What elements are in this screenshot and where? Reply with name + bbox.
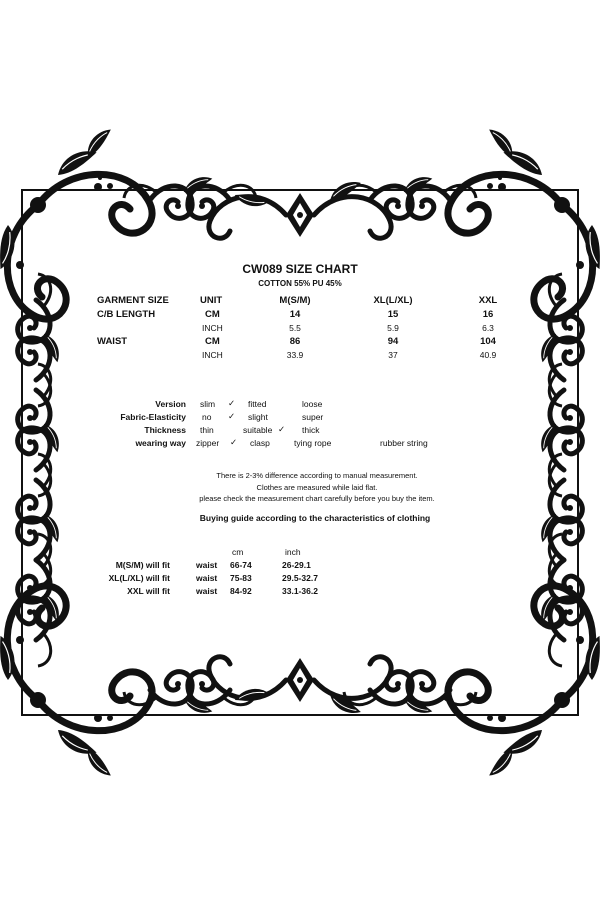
col-header-inch: inch	[285, 547, 301, 557]
char-option: thin	[200, 425, 214, 435]
header-size-xl: XL(L/XL)	[373, 295, 413, 306]
col-header-cm: cm	[232, 547, 244, 557]
char-option: slim	[200, 399, 216, 409]
check-mark-icon: ✓	[228, 398, 236, 408]
char-option: super	[302, 412, 324, 422]
chart-title: CW089 SIZE CHART	[242, 262, 358, 276]
guide-inch: 33.1-36.2	[282, 586, 318, 596]
cell-value: 86	[289, 336, 301, 347]
guide-row-label: XL(L/XL) will fit	[108, 573, 170, 583]
row-label-waist: WAIST	[97, 336, 128, 347]
char-label-wearing-way: wearing way	[135, 438, 186, 448]
cell-value: 16	[482, 309, 494, 320]
check-mark-icon: ✓	[230, 437, 238, 447]
row-unit: CM	[205, 309, 220, 320]
char-label-thickness: Thickness	[144, 425, 186, 435]
char-option: loose	[302, 399, 323, 409]
header-size-xxl: XXL	[478, 295, 498, 306]
cell-value: 15	[387, 309, 399, 320]
material-label: COTTON 55% PU 45%	[258, 279, 342, 288]
char-option: no	[202, 412, 212, 422]
guide-cm: 75-83	[230, 573, 252, 583]
cell-value: 5.5	[289, 323, 301, 333]
check-mark-icon: ✓	[228, 411, 236, 421]
row-unit: INCH	[202, 323, 223, 333]
char-option: suitable	[243, 425, 273, 435]
char-option: thick	[302, 425, 320, 435]
note-line: There is 2-3% difference according to manual measurement.	[216, 471, 418, 480]
buying-guide-title: Buying guide according to the characteristics of clothing	[199, 513, 431, 523]
guide-part: waist	[196, 586, 218, 596]
guide-inch: 26-29.1	[282, 560, 311, 570]
cell-value: 40.9	[479, 350, 497, 360]
char-option: zipper	[196, 438, 220, 448]
char-label-version: Version	[155, 399, 186, 409]
char-option: tying rope	[294, 438, 332, 448]
cell-value: 6.3	[482, 323, 494, 333]
guide-cm: 66-74	[230, 560, 252, 570]
char-label-elasticity: Fabric-Elasticity	[120, 412, 186, 422]
guide-row-label: M(S/M) will fit	[115, 560, 170, 570]
char-option: rubber string	[380, 438, 428, 448]
char-option: slight	[248, 412, 268, 422]
cell-value: 14	[289, 309, 301, 320]
cell-value: 94	[387, 336, 399, 347]
cell-value: 37	[388, 350, 398, 360]
cell-value: 104	[480, 336, 496, 347]
guide-part: waist	[196, 573, 218, 583]
char-option: fitted	[248, 399, 267, 409]
cell-value: 5.9	[387, 323, 399, 333]
guide-cm: 84-92	[230, 586, 252, 596]
header-unit: UNIT	[200, 295, 223, 306]
header-garment-size: GARMENT SIZE	[97, 295, 169, 306]
row-unit: CM	[205, 336, 220, 347]
guide-part: waist	[196, 560, 218, 570]
note-line: Clothes are measured while laid flat.	[256, 483, 378, 492]
guide-row-label: XXL will fit	[127, 586, 170, 596]
row-label-cb-length: C/B LENGTH	[97, 309, 156, 320]
check-mark-icon: ✓	[278, 424, 286, 434]
cell-value: 33.9	[286, 350, 304, 360]
char-option: clasp	[250, 438, 270, 448]
note-line: please check the measurement chart carefully before you buy the item.	[199, 494, 435, 503]
guide-inch: 29.5-32.7	[282, 573, 318, 583]
header-size-m: M(S/M)	[279, 295, 311, 306]
row-unit: INCH	[202, 350, 223, 360]
